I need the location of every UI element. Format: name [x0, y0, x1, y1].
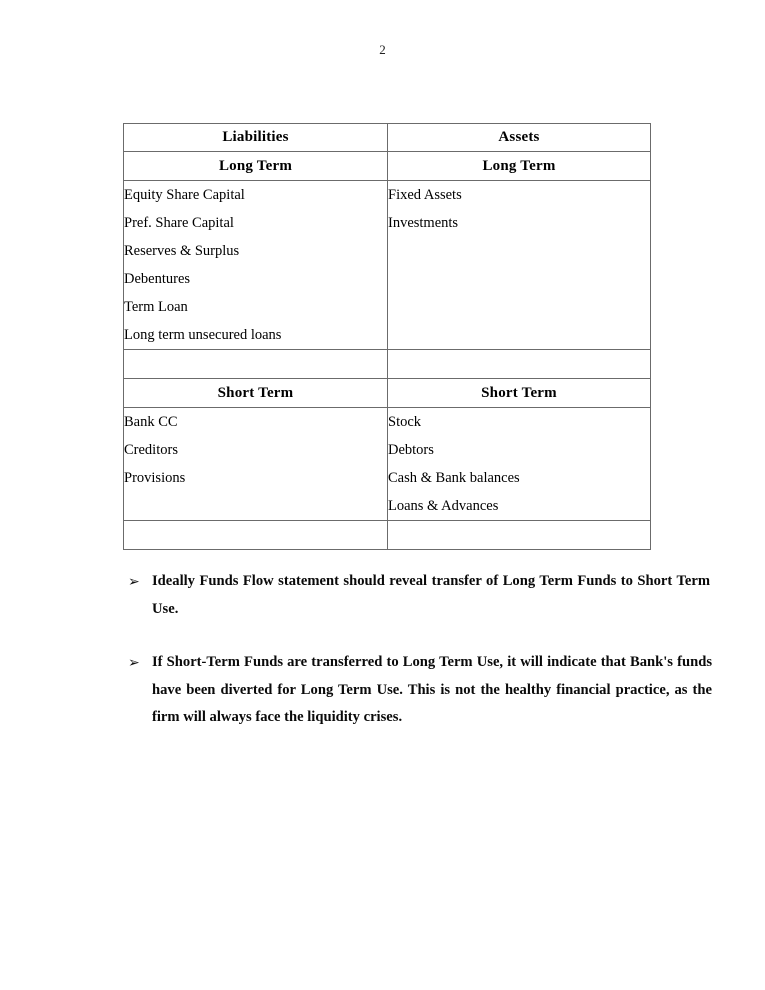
cell-spacer-left: [124, 521, 388, 550]
cell-short-term-liabilities: [124, 408, 388, 521]
page-number: 2: [379, 42, 386, 57]
spacer-text: [388, 521, 650, 549]
bullet-item-2: [123, 649, 712, 732]
cell-spacer-right: [388, 521, 651, 550]
table-row-main-headers: [124, 124, 651, 152]
arrowhead-bullet-icon: ➢: [128, 575, 140, 590]
list-item: Pref. Share Capital: [124, 215, 234, 231]
list-item: Provisions: [124, 470, 186, 486]
spacer-text: [388, 350, 650, 378]
balance-sheet-table: [123, 123, 651, 550]
list-item: Reserves & Surplus: [124, 243, 240, 259]
cell-long-term-liabilities: [124, 181, 388, 350]
bullet-text-1: Ideally Funds Flow statement should reveal transfer of Long Term Funds to Short Term Use.: [152, 573, 710, 617]
header-long-term-liabilities: Long Term: [124, 152, 388, 181]
list-item: Investments: [388, 215, 459, 231]
header-short-term-liabilities: Short Term: [124, 379, 388, 408]
long-term-assets-list: [388, 181, 650, 237]
long-term-liabilities-list: [124, 181, 387, 349]
list-item: Long term unsecured loans: [124, 327, 282, 343]
spacer-text: [124, 350, 387, 378]
table-row-short-term-headers: [124, 379, 651, 408]
cell-short-term-assets: [388, 408, 651, 521]
list-item: Debentures: [124, 271, 191, 287]
list-item: Stock: [388, 414, 422, 430]
list-item: Loans & Advances: [388, 498, 499, 514]
header-assets: Assets: [388, 124, 651, 152]
table-row-long-term-headers: [124, 152, 651, 181]
header-short-term-assets: Short Term: [388, 379, 651, 408]
list-item: Creditors: [124, 442, 178, 458]
cell-spacer-left: [124, 350, 388, 379]
list-item: Equity Share Capital: [124, 187, 245, 203]
table-row-short-term-items: [124, 408, 651, 521]
spacer-text: [124, 521, 387, 549]
cell-spacer-right: [388, 350, 651, 379]
table-row-spacer-1: [124, 350, 651, 379]
bullet-item-1: [123, 568, 710, 623]
short-term-assets-list: [388, 408, 650, 520]
table-row-spacer-2: [124, 521, 651, 550]
list-item: Term Loan: [124, 299, 188, 315]
cell-long-term-assets: [388, 181, 651, 350]
list-item: Debtors: [388, 442, 434, 458]
table-row-long-term-items: [124, 181, 651, 350]
short-term-liabilities-list: [124, 408, 387, 492]
list-item: Cash & Bank balances: [388, 470, 520, 486]
header-liabilities: Liabilities: [124, 124, 388, 152]
list-item: Bank CC: [124, 414, 178, 430]
bullet-text-2: If Short-Term Funds are transferred to Long Term Use, it will indicate that Bank's funds have been diverted for Long Term Use. This is not the healthy financial practice, as the firm will always face the liquidity crises.: [152, 654, 712, 725]
header-long-term-assets: Long Term: [388, 152, 651, 181]
list-item: Fixed Assets: [388, 187, 462, 203]
arrowhead-bullet-icon: ➢: [128, 656, 140, 671]
bullet-list: [123, 568, 712, 758]
